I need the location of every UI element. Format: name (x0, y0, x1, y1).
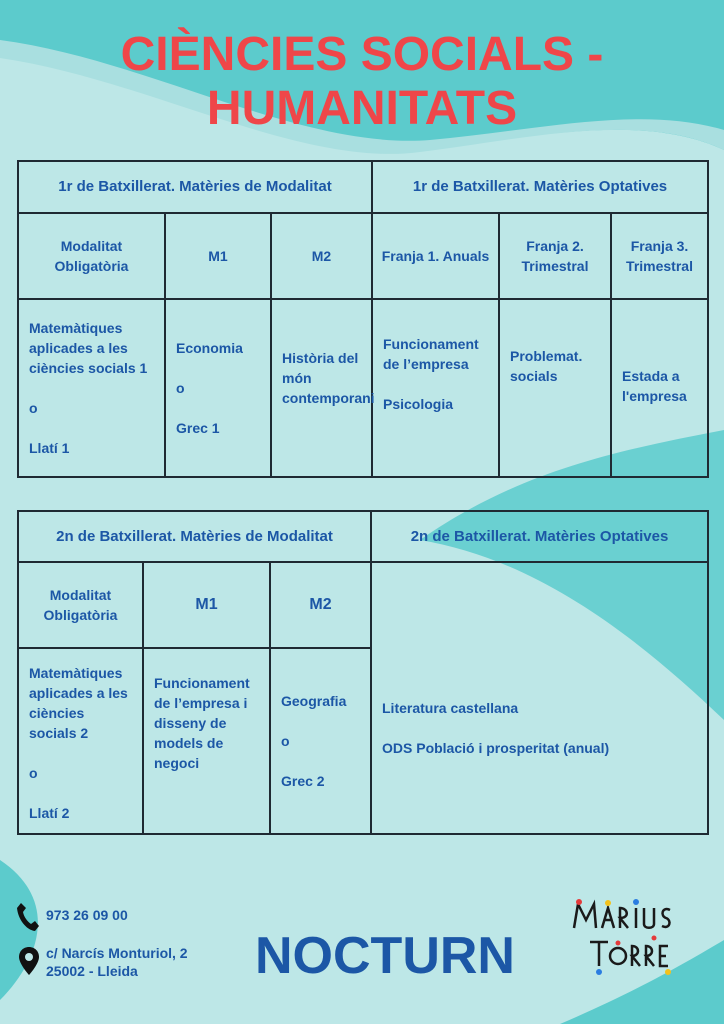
header-1r-optatives: 1r de Batxillerat. Matèries Optatives (372, 161, 708, 213)
col-m1: M1 (165, 213, 271, 299)
address-line-2: 25002 - Lleida (46, 963, 138, 979)
subject-matematiques-2: Matemàtiques aplicades a les ciències socials 2 (29, 665, 128, 741)
cell-obligatoria-1r (18, 299, 165, 477)
cell-optatives-2n (371, 562, 708, 834)
subject-funcionament-disseny: Funcionament de l’empresa i disseny de models de negoci (154, 675, 250, 771)
or-text: o (29, 765, 38, 781)
header-1r-modalitat: 1r de Batxillerat. Matèries de Modalitat (18, 161, 372, 213)
subject-geografia: Geografia (281, 693, 347, 709)
subject-grec-1: Grec 1 (176, 420, 220, 436)
title-line-2: HUMANITATS (206, 82, 518, 135)
phone-icon (16, 902, 40, 932)
school-logo (568, 898, 678, 978)
subject-funcionament-empresa: Funcionament de l’empresa (383, 336, 479, 372)
address (46, 944, 188, 980)
subject-ods-poblacio: ODS Població i prosperitat (anual) (382, 740, 610, 756)
location-pin-icon (18, 946, 40, 976)
cell-franja-3 (611, 299, 708, 477)
cell-m2-1r (271, 299, 375, 477)
table-1r-batxillerat (17, 160, 709, 478)
header-2n-modalitat: 2n de Batxillerat. Matèries de Modalitat (18, 511, 371, 562)
address-line-1: c/ Narcís Monturiol, 2 (46, 945, 188, 961)
cell-m1-1r (165, 299, 271, 477)
cell-obligatoria-2n (18, 648, 143, 834)
subject-economia: Economia (176, 340, 243, 356)
subject-grec-2: Grec 2 (281, 773, 325, 789)
col-franja-3: Franja 3. Trimestral (611, 213, 708, 299)
title-line-1: CIÈNCIES SOCIALS - (120, 28, 604, 81)
subject-literatura-castellana: Literatura castellana (382, 700, 519, 716)
table-2n-batxillerat (17, 510, 709, 835)
or-text: o (29, 400, 38, 416)
subject-matematiques-1: Matemàtiques aplicades a les ciències socials 1 (29, 320, 148, 376)
subject-psicologia: Psicologia (383, 396, 454, 412)
col-m2: M2 (270, 562, 371, 648)
cell-franja-1 (372, 299, 499, 477)
page-title (0, 28, 724, 136)
cell-m1-2n (143, 648, 270, 834)
subject-historia: Història del món contemporani (282, 350, 375, 406)
col-obligatoria: Modalitat Obligatòria (18, 562, 143, 648)
col-franja-2: Franja 2. Trimestral (499, 213, 611, 299)
phone-number: 973 26 09 00 (46, 907, 128, 923)
subject-estada-empresa: Estada a l'empresa (622, 368, 687, 404)
cell-franja-2 (499, 299, 611, 477)
col-franja-1: Franja 1. Anuals (372, 213, 499, 299)
or-text: o (176, 380, 185, 396)
brand-nocturn: NOCTURN (255, 927, 515, 985)
col-obligatoria: Modalitat Obligatòria (18, 213, 165, 299)
col-m2: M2 (271, 213, 372, 299)
header-2n-optatives: 2n de Batxillerat. Matèries Optatives (371, 511, 708, 562)
cell-m2-2n (270, 648, 371, 834)
or-text: o (281, 733, 290, 749)
col-m1: M1 (143, 562, 270, 648)
subject-llati-1: Llatí 1 (29, 440, 70, 456)
subject-problemat-socials: Problemat. socials (510, 348, 583, 384)
subject-llati-2: Llatí 2 (29, 805, 70, 821)
